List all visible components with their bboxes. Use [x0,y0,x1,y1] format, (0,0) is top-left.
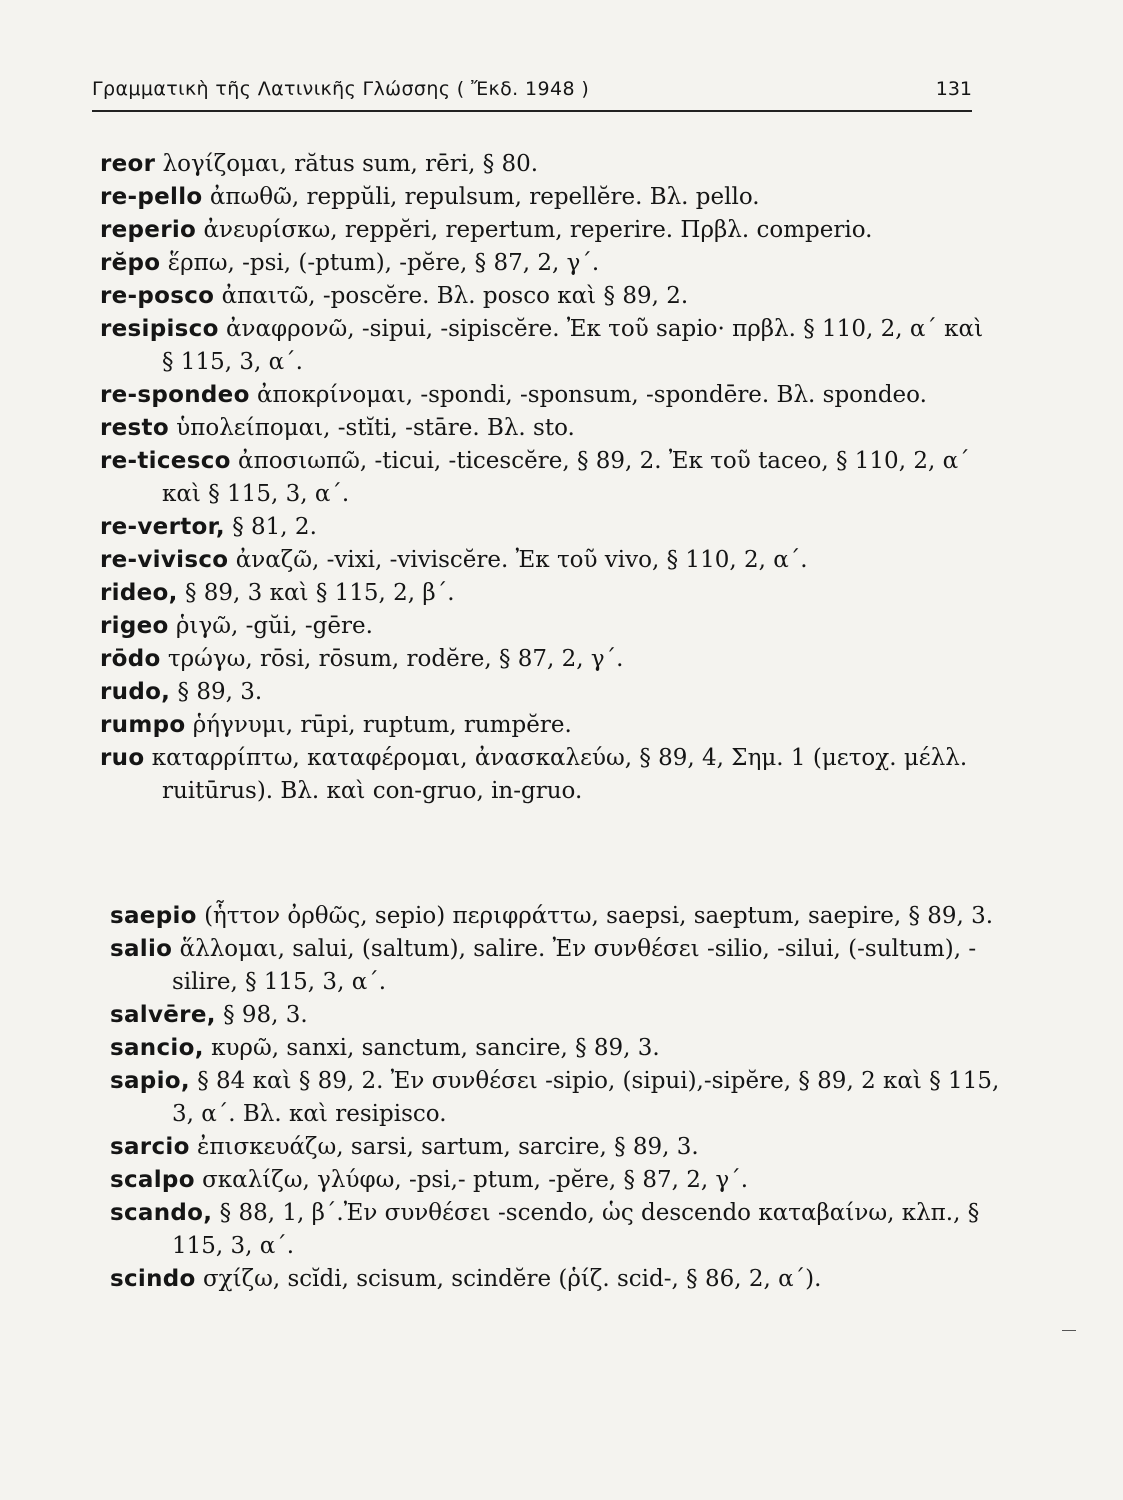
entry-headword: salvēre, [110,1002,216,1028]
dictionary-entry [100,412,1000,445]
entry-headword: reor [100,151,156,177]
entry-headword: re-pello [100,184,203,210]
entry-definition: (ἧττον ὀρθῶς, sepio) περιφράττω, saepsi, saeptum, saepire, § 89, 3. [204,903,994,929]
entry-headword: saepio [110,903,197,929]
entry-definition: § 98, 3. [223,1002,308,1028]
dictionary-entry [100,379,1000,412]
entry-headword: resto [100,415,169,441]
entry-headword: sapio, [110,1068,190,1094]
dictionary-entry [100,148,1000,181]
entry-definition: τρώγω, rōsi, rōsum, rodĕre, § 87, 2, γ΄. [167,646,624,672]
page-number: 131 [935,78,972,100]
entry-headword: salio [110,936,173,962]
dictionary-entry [100,709,1000,742]
entry-definition: ἕρπω, -psi, (-ptum), -pĕre, § 87, 2, γ΄. [167,250,600,276]
entry-definition: ἀναφρονῶ, -sipui, -sipiscĕre. Ἐκ τοῦ sapio· πρβλ. § 110, 2, α΄ καὶ § 115, 3, α΄. [162,316,984,375]
margin-mark [1062,1330,1076,1331]
dictionary-entry [100,280,1000,313]
entry-definition: κυρῶ, sanxi, sanctum, sancire, § 89, 3. [211,1035,660,1061]
entry-headword: sancio, [110,1035,204,1061]
dictionary-entry [110,900,1010,933]
entry-definition: § 84 καὶ § 89, 2. Ἐν συνθέσει -sipio, (sipui),-sipĕre, § 89, 2 καὶ § 115, 3, α΄. Βλ. καὶ resipisco. [172,1068,1000,1127]
dictionary-entry [110,1164,1010,1197]
entry-headword: rigeo [100,613,169,639]
dictionary-entry [110,999,1010,1032]
running-header [92,78,972,108]
dictionary-entry [100,544,1000,577]
entry-definition: ἀπωθῶ, reppŭli, repulsum, repellĕre. Βλ. pello. [209,184,760,210]
entry-definition: § 89, 3. [177,679,263,705]
dictionary-entry [100,247,1000,280]
entry-headword: rudo, [100,679,171,705]
entry-headword: ruo [100,745,145,771]
entry-headword: resipisco [100,316,219,342]
entry-headword: re-vivisco [100,547,229,573]
entry-definition: σκαλίζω, γλύφω, -psi,- ptum, -pĕre, § 87, 2, γ΄. [202,1167,749,1193]
entry-headword: re-posco [100,283,215,309]
entry-headword: rumpo [100,712,186,738]
entry-headword: sarcio [110,1134,190,1160]
dictionary-entry [110,1197,1010,1263]
entry-headword: rĕpo [100,250,161,276]
entry-definition: ὑπολείπομαι, -stĭti, -stāre. Βλ. sto. [176,415,575,441]
entry-definition: ἀνευρίσκω, reppĕri, repertum, reperire. Πρβλ. comperio. [203,217,873,243]
entry-headword: rideo, [100,580,178,606]
entry-headword: re-vertor, [100,514,225,540]
entry-definition: σχίζω, scĭdi, scisum, scindĕre (ῥίζ. scid-, § 86, 2, α΄). [202,1266,822,1292]
entry-headword: scando, [110,1200,213,1226]
entry-definition: ἅλλομαι, salui, (saltum), salire. Ἐν συνθέσει -silio, -silui, (-sultum), -silire, § 115, 3, α΄. [172,936,977,995]
entry-definition: λογίζομαι, rătus sum, rēri, § 80. [162,151,539,177]
dictionary-entry [100,643,1000,676]
entry-definition: ἀπαιτῶ, -poscĕre. Βλ. posco καὶ § 89, 2. [221,283,689,309]
book-title: Γραμματικὴ τῆς Λατινικῆς Γλώσσης ( Ἔκδ. 1948 ) [92,78,590,100]
dictionary-entry [100,511,1000,544]
entry-definition: ἐπισκευάζω, sarsi, sartum, sarcire, § 89, 3. [197,1134,699,1160]
header-rule [92,110,972,112]
entry-headword: rōdo [100,646,161,672]
dictionary-entry [100,742,1000,808]
entry-headword: re-spondeo [100,382,250,408]
dictionary-entry [100,181,1000,214]
dictionary-entry [100,610,1000,643]
dictionary-entry [110,1263,1010,1296]
dictionary-entry [110,933,1010,999]
entry-definition: § 89, 3 καὶ § 115, 2, β΄. [184,580,455,606]
entries-s-section [110,900,1010,1296]
entry-headword: scalpo [110,1167,195,1193]
entries-r-section [100,148,1000,808]
entry-definition: ῥήγνυμι, rūpi, ruptum, rumpĕre. [192,712,572,738]
entry-definition: ἀποσιωπῶ, -ticui, -ticescĕre, § 89, 2. Ἐκ τοῦ taceo, § 110, 2, α΄ καὶ § 115, 3, α΄. [162,448,970,507]
dictionary-entry [110,1065,1010,1131]
entry-definition: καταρρίπτω, καταφέρομαι, ἀνασκαλεύω, § 89, 4, Σημ. 1 (μετοχ. μέλλ. ruitūrus). Βλ. καὶ con-gruo, in-gruo. [151,745,968,804]
dictionary-entry [100,577,1000,610]
dictionary-entry [100,214,1000,247]
entry-headword: scindo [110,1266,196,1292]
entry-definition: ἀποκρίνομαι, -spondi, -sponsum, -spondēre. Βλ. spondeo. [257,382,927,408]
entry-headword: reperio [100,217,197,243]
entry-definition: ἀναζῶ, -vixi, -viviscĕre. Ἐκ τοῦ vivo, § 110, 2, α΄. [235,547,808,573]
dictionary-entry [100,313,1000,379]
entry-definition: § 88, 1, β΄.Ἐν συνθέσει -scendo, ὡς descendo καταβαίνω, κλπ., § 115, 3, α΄. [172,1200,980,1259]
entry-headword: re-ticesco [100,448,231,474]
dictionary-entry [110,1131,1010,1164]
dictionary-entry [100,676,1000,709]
dictionary-entry [110,1032,1010,1065]
entry-definition: § 81, 2. [232,514,317,540]
entry-definition: ῥιγῶ, -gŭi, -gēre. [175,613,373,639]
dictionary-entry [100,445,1000,511]
